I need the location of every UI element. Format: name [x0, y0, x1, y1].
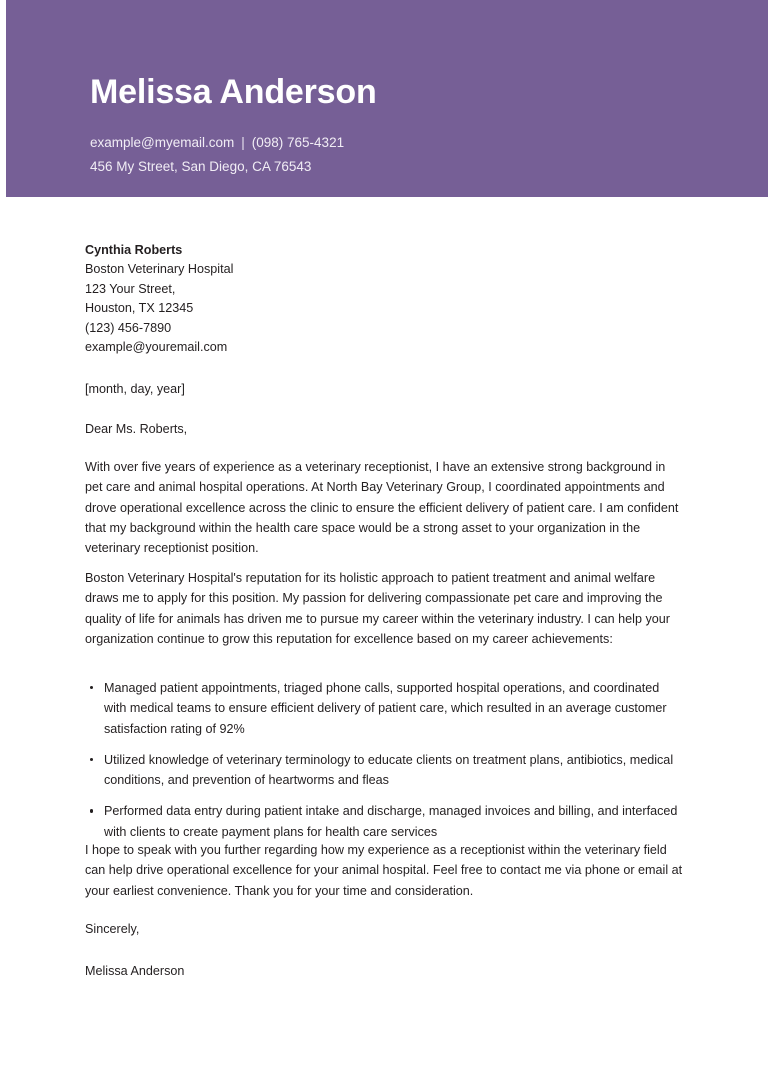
contact-separator: |: [241, 135, 245, 150]
recipient-street: 123 Your Street,: [85, 281, 176, 296]
applicant-address: 456 My Street, San Diego, CA 76543: [90, 159, 312, 174]
recipient-email: example@youremail.com: [85, 340, 228, 355]
applicant-phone: (098) 765-4321: [251, 135, 345, 150]
recipient-phone: (123) 456-7890: [85, 320, 172, 335]
letter-header: [6, 0, 768, 197]
letter-closing: Sincerely,: [85, 922, 140, 936]
list-item: Performed data entry during patient intake and discharge, managed invoices and billing, and interfaced with clients to create payment plans for health care services: [85, 801, 685, 842]
letter-paragraph-1: With over five years of experience as a veterinary receptionist, I have an extensive strong background in pet care and animal hospital operations. At North Bay Veterinary Group, I coordinated appointments and drove operational excellence across the clinic to ensure the efficient delivery of patient care. I am confident that my background within the health care space would be a strong asset to your organization in the veterinary receptionist position.: [85, 460, 679, 556]
letter-paragraph-3: I hope to speak with you further regarding how my experience as a receptionist within the veterinary field can help drive operational excellence for your animal hospital. Feel free to contact me via phone or email at your earliest convenience. Thank you for your time and consideration.: [85, 843, 683, 898]
header-contact-line-primary: [90, 133, 344, 153]
recipient-block: [85, 241, 233, 357]
recipient-city-state-zip: Houston, TX 12345: [85, 301, 194, 316]
recipient-organization: Boston Veterinary Hospital: [85, 262, 234, 277]
letter-signature-name: Melissa Anderson: [85, 964, 185, 978]
letter-salutation: Dear Ms. Roberts,: [85, 422, 188, 436]
applicant-name: Melissa Anderson: [90, 73, 377, 111]
applicant-email: example@myemail.com: [90, 135, 235, 150]
achievements-list: [85, 678, 685, 853]
letter-paragraph-2: Boston Veterinary Hospital's reputation for its holistic approach to patient treatment and animal welfare draws me to apply for this position. My passion for delivering compassionate pet care and improving the quality of life for animals has driven me to pursue my career within the veterinary industry. I can help your organization continue to grow this reputation for excellence based on my career achievements:: [85, 571, 670, 646]
list-item: Managed patient appointments, triaged phone calls, supported hospital operations, and coordinated with medical teams to ensure efficient delivery of patient care, which resulted in an average customer satisfaction rating of 92%: [85, 678, 685, 739]
letter-date: [month, day, year]: [85, 382, 185, 396]
recipient-name: Cynthia Roberts: [85, 243, 183, 257]
list-item: Utilized knowledge of veterinary terminology to educate clients on treatment plans, antibiotics, medical conditions, and prevention of heartworms and fleas: [85, 750, 685, 791]
